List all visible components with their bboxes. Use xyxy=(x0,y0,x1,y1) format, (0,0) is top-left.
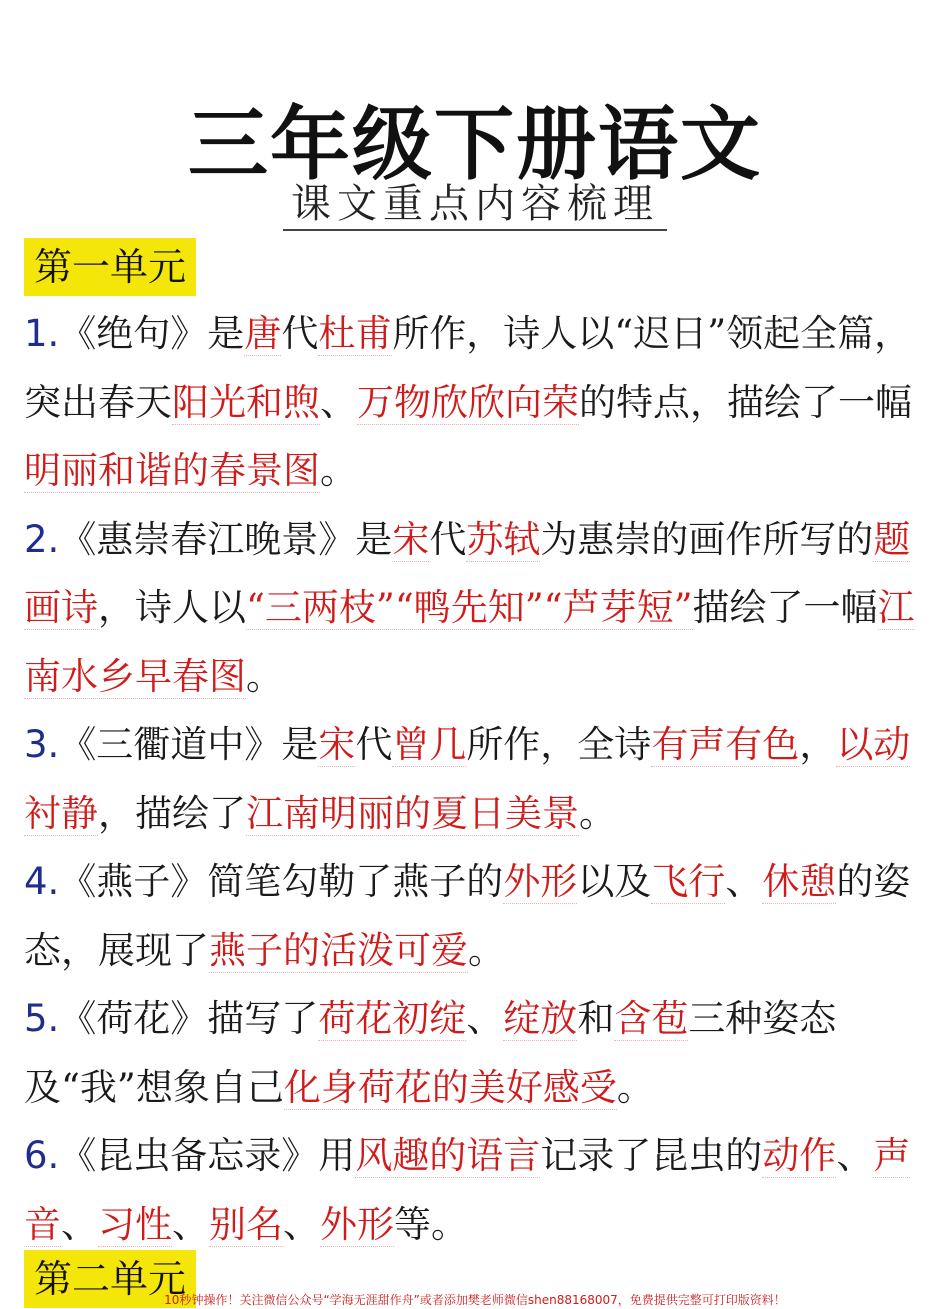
body-text: ，描绘了 xyxy=(98,791,246,835)
body-text: 代 xyxy=(355,723,393,766)
page-title: 三年级下册语文 xyxy=(188,98,762,191)
highlighted-text: 习性 xyxy=(98,1202,172,1246)
body-text: 等。 xyxy=(394,1202,468,1246)
item-paragraph xyxy=(24,300,929,506)
body-text: 、 xyxy=(283,1202,320,1246)
highlighted-text: 明丽和谐的春景图 xyxy=(24,449,320,492)
body-text: 代 xyxy=(429,517,467,561)
body-text: 三种姿态及“我”想象自己 xyxy=(24,997,837,1109)
body-text: 。 xyxy=(579,791,616,835)
highlighted-text: 风趣的语言 xyxy=(355,1134,541,1177)
body-text: 、 xyxy=(172,1202,209,1246)
unit-heading-2: 第二单元 xyxy=(24,1250,196,1308)
item-paragraph xyxy=(24,506,929,712)
item-paragraph xyxy=(24,711,929,848)
item-number: 3. xyxy=(24,723,60,766)
body-text: 的姿态，展现了 xyxy=(24,860,911,972)
item-number: 1. xyxy=(24,312,60,355)
highlighted-text: 飞行 xyxy=(651,860,726,903)
highlighted-text: 休憩 xyxy=(762,860,837,903)
item-number: 5. xyxy=(24,997,60,1040)
highlighted-text: 别名 xyxy=(209,1202,283,1246)
body-text: 、 xyxy=(466,997,504,1040)
body-text: 以及 xyxy=(577,860,652,903)
body-text: 的特点，描绘了一幅 xyxy=(579,380,912,424)
highlighted-text: 曾几 xyxy=(392,723,467,766)
body-text: 《燕子》简笔勾勒了燕子的 xyxy=(59,860,504,903)
item-paragraph xyxy=(24,848,929,985)
body-text: 《昆虫备忘录》用 xyxy=(59,1134,356,1177)
highlighted-text: 动作 xyxy=(762,1134,837,1177)
content-body xyxy=(24,300,929,1259)
body-text: 、 xyxy=(836,1134,874,1177)
body-text: 《绝句》是 xyxy=(59,312,245,355)
unit-heading-1: 第一单元 xyxy=(24,238,196,296)
highlighted-text: 阳光和煦 xyxy=(172,380,320,424)
highlighted-text: 含苞 xyxy=(614,997,689,1040)
body-text: 。 xyxy=(468,928,505,972)
body-text: 、 xyxy=(61,1202,98,1246)
highlighted-text: 外形 xyxy=(320,1202,394,1246)
body-text: 描绘了一幅 xyxy=(692,586,878,629)
highlighted-text: 江南水乡早春图 xyxy=(24,586,915,698)
highlighted-text: 江南明丽的夏日美景 xyxy=(246,791,579,835)
highlighted-text: 燕子的活泼可爱 xyxy=(209,928,468,972)
highlighted-text: 宋 xyxy=(392,517,430,561)
highlighted-text: 苏轼 xyxy=(466,517,541,561)
highlighted-text: 外形 xyxy=(503,860,578,903)
body-text: 《三衢道中》是 xyxy=(59,723,319,766)
highlighted-text: 化身荷花的美好感受 xyxy=(283,1065,617,1109)
highlighted-text: 杜甫 xyxy=(318,312,393,355)
item-paragraph xyxy=(24,1122,929,1259)
highlighted-text: 声音 xyxy=(24,1134,911,1246)
body-text: 记录了昆虫的 xyxy=(540,1134,763,1177)
body-text: ， xyxy=(799,723,837,766)
body-text: 为惠崇的画作所写的 xyxy=(540,517,874,561)
subtitle-text: 课文重点内容梳理 xyxy=(283,181,667,231)
highlighted-text: 绽放 xyxy=(503,997,578,1040)
body-text: 《荷花》描写了 xyxy=(59,997,319,1040)
highlighted-text: “三两枝”“鸭先知”“芦芽短” xyxy=(246,586,693,629)
body-text: 《惠崇春江晚景》是 xyxy=(59,517,393,561)
item-number: 4. xyxy=(24,860,60,903)
body-text: ，诗人以 xyxy=(98,586,246,629)
body-text: 所作，全诗 xyxy=(466,723,652,766)
highlighted-text: 有声有色 xyxy=(651,723,800,766)
item-number: 2. xyxy=(24,517,60,561)
item-paragraph xyxy=(24,985,929,1122)
body-text: 和 xyxy=(577,997,615,1040)
body-text: 。 xyxy=(616,1065,654,1109)
body-text: 所作，诗人以“迟日”领起全篇，突出春天 xyxy=(24,312,912,424)
footer-note: 10秒钟操作！关注微信公众号“学海无涯甜作舟”或者添加樊老师微信shen88168007，免费提供完整可打印版资料！ xyxy=(164,1293,786,1307)
item-number: 6. xyxy=(24,1134,60,1177)
highlighted-text: 唐 xyxy=(244,312,282,355)
highlighted-text: 荷花初绽 xyxy=(318,997,467,1040)
highlighted-text: 题画诗 xyxy=(24,517,911,629)
body-text: 。 xyxy=(320,449,357,492)
body-text: 代 xyxy=(281,312,319,355)
body-text: 、 xyxy=(320,380,357,424)
highlighted-text: 宋 xyxy=(318,723,356,766)
highlighted-text: 以动衬静 xyxy=(24,723,911,835)
body-text: 。 xyxy=(246,654,283,698)
body-text: 、 xyxy=(725,860,763,903)
highlighted-text: 万物欣欣向荣 xyxy=(357,380,579,424)
page-subtitle xyxy=(0,172,950,229)
